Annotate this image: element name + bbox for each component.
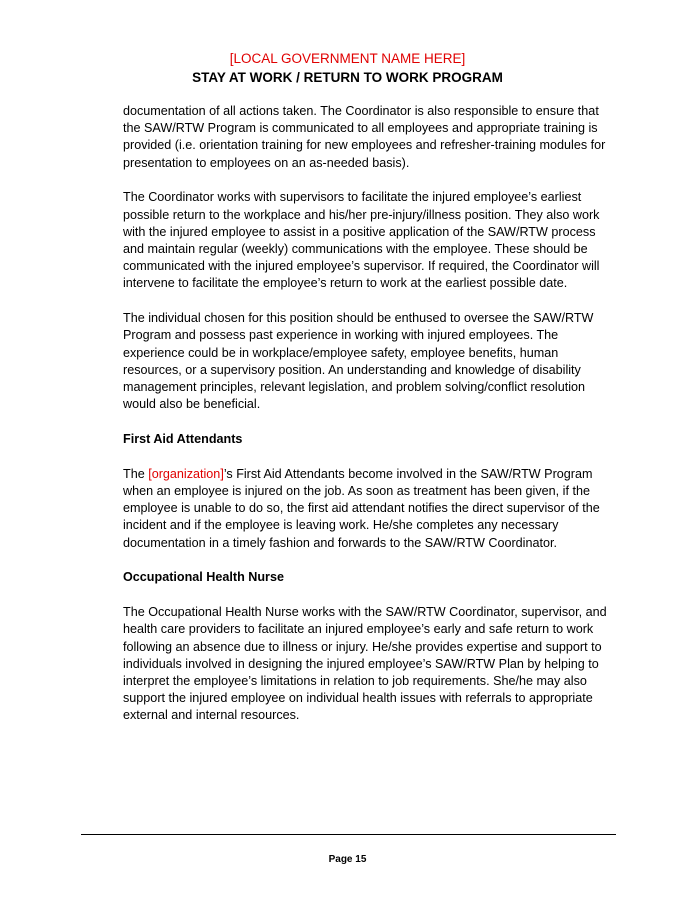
heading-first-aid-attendants: First Aid Attendants xyxy=(123,432,243,447)
paragraph-coordinator-supervisors: The Coordinator works with supervisors to facilitate the injured employee’s earliest possible return to the workplace and his/her pre-injury/illness position. They also work with the injured employee to assist in a positive application of the SAW/RTW process and maintain regular (weekly) communications with the employee. These should be communicated with the injured employee’s supervisor. If required, the Coordinator will intervene to facilitate the employee’s return to work at the earliest possible date. xyxy=(123,190,600,291)
paragraph-coordinator-qualifications: The individual chosen for this position should be enthused to oversee the SAW/RTW Program and possess past experience in working with injured employees. The experience could be in workplace/employee safety, employee benefits, human resources, or a supervisory position. An understanding and knowledge of disability management principles, relevant legislation, and problem solving/conflict resolution would also be beneficial. xyxy=(123,311,594,412)
heading-occupational-health-nurse: Occupational Health Nurse xyxy=(123,570,284,585)
government-name-placeholder: [LOCAL GOVERNMENT NAME HERE] xyxy=(229,51,466,66)
organization-placeholder: [organization] xyxy=(148,466,224,481)
first-aid-text-start: The xyxy=(123,466,149,481)
page-header xyxy=(0,50,695,87)
footer-divider xyxy=(81,834,616,835)
paragraph-first-aid-attendants xyxy=(123,466,611,552)
page-number: Page 15 xyxy=(328,854,367,865)
paragraph-coordinator-continued: documentation of all actions taken. The Coordinator is also responsible to ensure that the SAW/RTW Program is communicated to all employees and appropriate training is provided (i.e. orientation training for new employees and refresher-training modules for presentation to employees on an as-needed basis). xyxy=(123,104,606,170)
program-title: STAY AT WORK / RETURN TO WORK PROGRAM xyxy=(192,70,503,85)
paragraph-occupational-health-nurse: The Occupational Health Nurse works with the SAW/RTW Coordinator, supervisor, and health care providers to facilitate an injured employee’s early and safe return to work following an absence due to illness or injury. He/she provides expertise and support to individuals involved in designing the injured employee’s SAW/RTW Plan by helping to interpret the employee’s limitations in relation to job requirements. She/he may also support the injured employee on individual health issues with referrals to appropriate external and internal resources. xyxy=(123,605,607,723)
document-body xyxy=(123,103,611,742)
first-aid-text-rest: ’s First Aid Attendants become involved in the SAW/RTW Program when an employee is injured on the job. As soon as treatment has been given, if the employee is unable to do so, the first aid attendant notifies the direct supervisor of the incident and if the employee is leaving work. He/she completes any necessary documentation in a timely fashion and forwards to the SAW/RTW Coordinator. xyxy=(123,466,600,550)
